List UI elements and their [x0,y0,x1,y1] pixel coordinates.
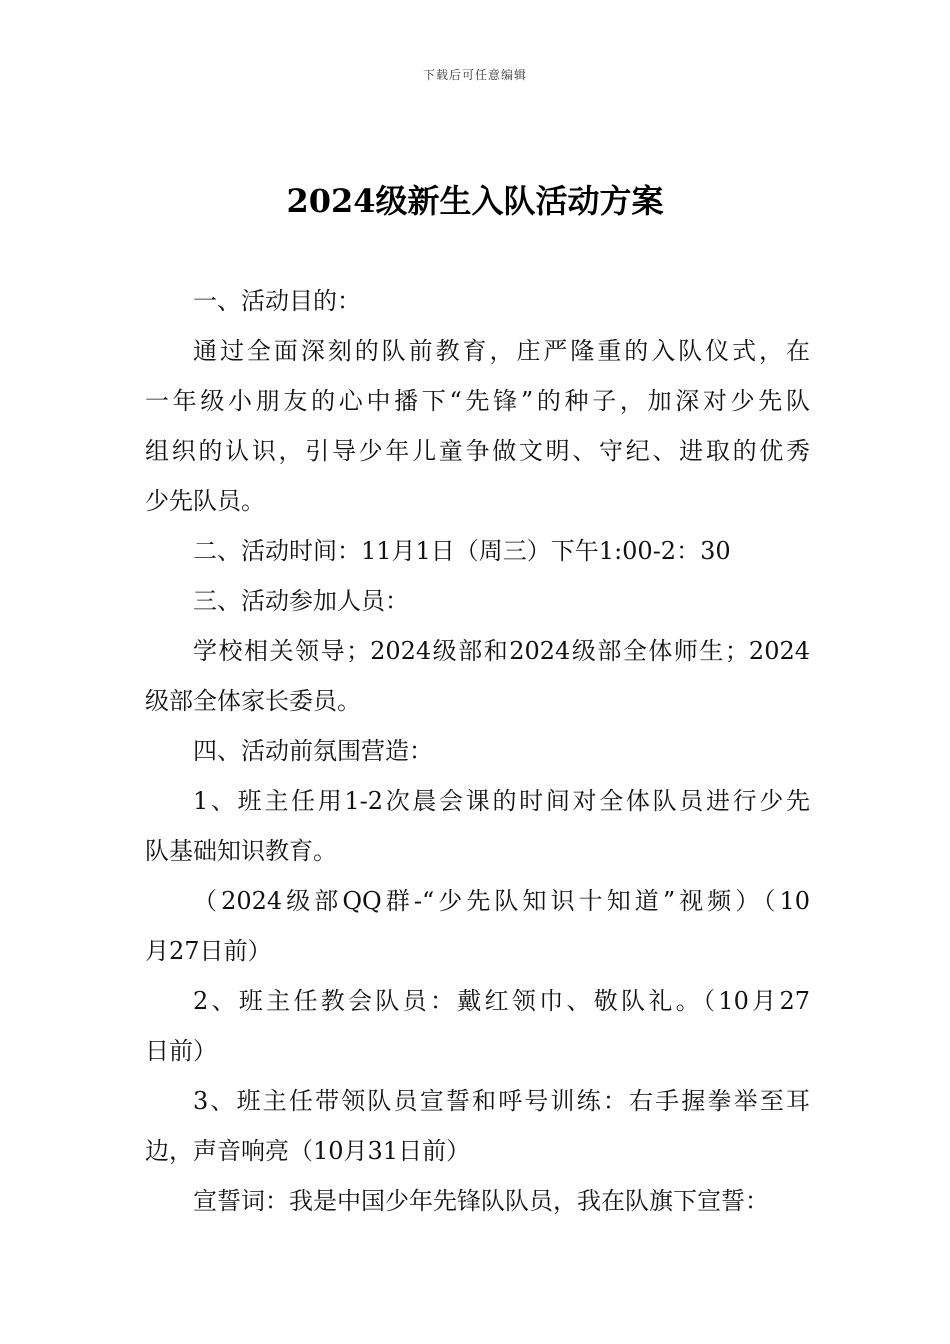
paragraph-line: 少先队员。 [145,487,265,515]
paragraph-line: 一、活动目的： [193,287,361,315]
header-note: 下载后可任意编辑 [422,68,527,82]
paragraph-line: 日前） [145,1037,217,1065]
paragraph-line: 级部全体家长委员。 [145,687,361,715]
paragraph [145,626,810,726]
paragraph [145,776,810,876]
paragraph [145,276,810,326]
paragraph-line: 2、班主任教会队员：戴红领巾、敬队礼。（10月27 [193,987,810,1015]
paragraph [145,1076,810,1176]
paragraph-line: 宣誓词：我是中国少年先锋队队员，我在队旗下宣誓： [193,1187,769,1215]
paragraph [145,326,810,526]
paragraph-line: 边，声音响亮（10月31日前） [145,1137,471,1165]
paragraph-line: （2024级部QQ群-“少先队知识十知道”视频）（10 [193,887,810,915]
paragraph-line: 一年级小朋友的心中播下“先锋”的种子，加深对少先队 [145,387,810,415]
paragraph [145,526,810,576]
paragraph-line: 通过全面深刻的队前教育，庄严隆重的入队仪式，在 [193,337,810,365]
paragraph-line: 四、活动前氛围营造： [193,737,433,765]
paragraph [145,1176,810,1226]
paragraph-line: 3、班主任带领队员宣誓和呼号训练：右手握拳举至耳 [193,1087,810,1115]
paragraph-line: 学校相关领导；2024级部和2024级部全体师生；2024 [193,637,810,665]
document-title: 2024级新生入队活动方案 [286,182,664,220]
paragraph-line: 月27日前） [145,937,272,965]
paragraph-line: 三、活动参加人员： [193,587,409,615]
document-body [145,276,810,1226]
paragraph [145,976,810,1076]
paragraph [145,576,810,626]
paragraph-line: 二、活动时间：11月1日（周三）下午1:00-2：30 [193,537,731,565]
paragraph-line: 1、班主任用1-2次晨会课的时间对全体队员进行少先 [193,787,810,815]
paragraph-line: 队基础知识教育。 [145,837,337,865]
paragraph [145,726,810,776]
paragraph [145,876,810,976]
paragraph-line: 组织的认识，引导少年儿童争做文明、守纪、进取的优秀 [145,437,810,465]
